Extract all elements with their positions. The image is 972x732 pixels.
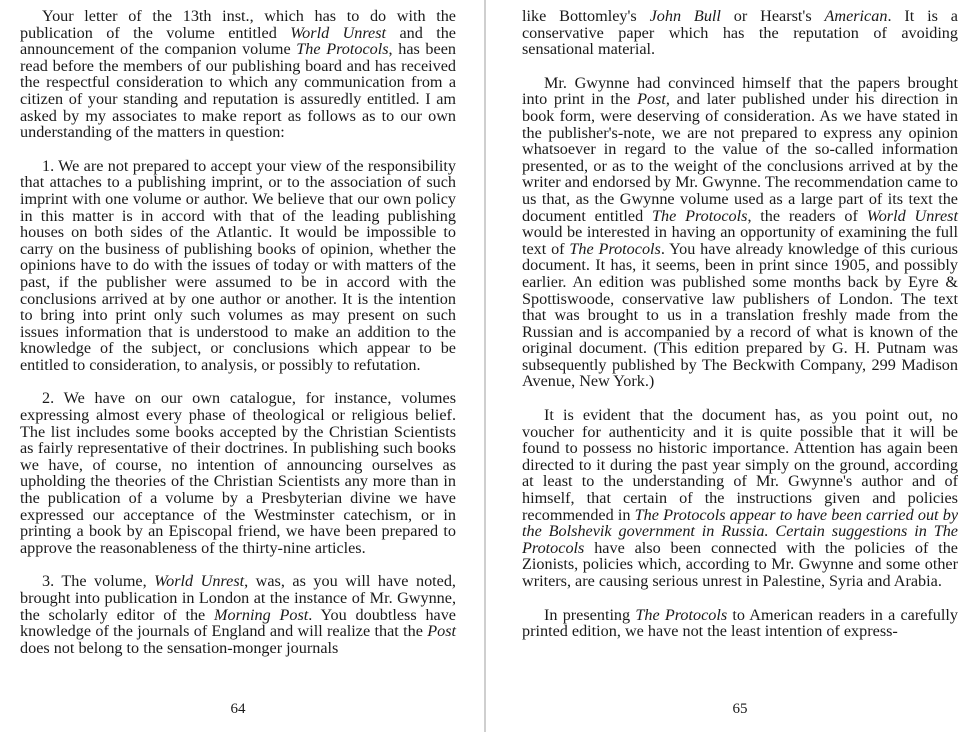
italic-title: John Bull xyxy=(649,7,721,25)
italic-title: The Protocols xyxy=(635,605,728,624)
left-paragraph-1: Your letter of the 13th inst., which has to do with the publication of the volume entitled World Unrest and the announcement of the companion volume The Protocols, has been read before the members of our publishing board and has received the respectful consideration to which any communication from a citizen of your standing and reputation is assuredly entitled. I am asked by my associates to make report as follows as to our own understanding of the matters in question: xyxy=(20,7,456,142)
right-page xyxy=(522,8,958,732)
left-paragraph-4: 3. The volume, World Unrest, was, as you will have noted, brought into publication in London at the instance of Mr. Gwynne, the scholarly editor of the Morning Post. You doubtless have knowledge of the journals of England and will realize that the Post does not belong to the sensation-monger journals xyxy=(20,572,456,657)
left-paragraph-2: 1. We are not prepared to accept your view of the responsibility that attaches to a publishing imprint, or to the association of such imprint with one volume or author. We believe that our own policy in this matter is in accord with that of the leading publishing houses on both sides of the Atlantic. It would be impossible to carry on the business of publishing books of opinion, whether the opinions have to do with the issues of today or with matters of the past, if the publisher were assumed to be in accord with the conclusions arrived at by one author or another. It is the intention to bring into print only such volumes as may present on such issues information that is understood to make an addition to the knowledge of the subject, or conclusions which appear to be entitled to consideration, to analysis, or possibly to refutation. xyxy=(20,156,456,374)
italic-title: The Protocols xyxy=(296,40,389,59)
right-paragraph-4: In presenting The Protocols to American readers in a carefully printed edition, we have not the least intention of express- xyxy=(522,605,958,641)
right-paragraph-1: like Bottomley's John Bull or Hearst's American. It is a conservative paper which has the reputation of avoiding sensational material. xyxy=(522,7,958,59)
italic-title: Post xyxy=(427,622,456,641)
book-gutter xyxy=(484,0,486,732)
right-paragraph-3: It is evident that the document has, as you point out, no voucher for authenticity and it is quite possible that it will be found to possess no historic importance. Attention has again been directed to it during the past year simply on the ground, according at least to the understanding of Mr. Gwynne's author and of himself, that certain of the instructions given and policies recommended in The Protocols appear to have been carried out by the Bolshevik government in Russia. Certain suggestions in The Protocols have also been connected with the policies of the Zionists, policies which, according to Mr. Gwynne and some other writers, are causing serious unrest in Palestine, Syria and Arabia. xyxy=(522,406,959,590)
left-page-number: 64 xyxy=(230,701,246,717)
italic-title: Morning Post xyxy=(214,605,309,624)
italic-title: The Protocols appear to have been carried out by the Bolshevik government in Russia. Certain suggestions in The Protocols xyxy=(522,505,959,557)
italic-title: World Unrest xyxy=(290,23,387,42)
italic-title: American xyxy=(824,7,888,25)
right-paragraph-2: Mr. Gwynne had convinced himself that the papers brought into print in the Post, and later published under his direction in book form, were deserving of consideration. As we have stated in the publisher's-note, we are not prepared to express any opinion whatsoever in regard to the value of the so-called information presented, or as to the weight of the conclusions arrived at by the writer and endorsed by Mr. Gwynne. The recommendation came to us that, as the Gwynne volume used as a large part of its text the document entitled The Protocols, the readers of World Unrest would be interested in having an opportunity of examining the full text of The Protocols. You have already knowledge of this curious document. It has, it seems, been in print since 1905, and possibly earlier. An edition was published some months back by Eyre & Spottiswoode, conservative law publishers of London. The text that was brought to us in a translation freshly made from the Russian and is accompanied by a record of what is known of the original document. (This edition prepared by G. H. Putnam was subsequently published by The Beckwith Company, 299 Madison Avenue, New York.) xyxy=(522,73,959,391)
left-page xyxy=(20,8,456,732)
italic-title: Post xyxy=(637,90,666,109)
italic-title: World Unrest xyxy=(154,572,245,591)
italic-title: The Protocols xyxy=(569,239,661,258)
italic-title: World Unrest xyxy=(866,206,958,225)
italic-title: The Protocols xyxy=(652,206,748,225)
right-page-number: 65 xyxy=(732,701,748,717)
left-paragraph-3: 2. We have on our own catalogue, for instance, volumes expressing almost every phase of theological or religious belief. The list includes some books accepted by the Christian Scientists as fairly representative of their doctrines. In publishing such books we have, of course, no intention of announcing ourselves as upholding the theories of the Christian Scientists any more than in the publication of a volume by a Presbyterian divine we have expressed our acceptance of the Westminster catechism, or in printing a book by an Episcopal friend, we have been prepared to approve the reasonableness of the thirty-nine articles. xyxy=(20,389,456,557)
